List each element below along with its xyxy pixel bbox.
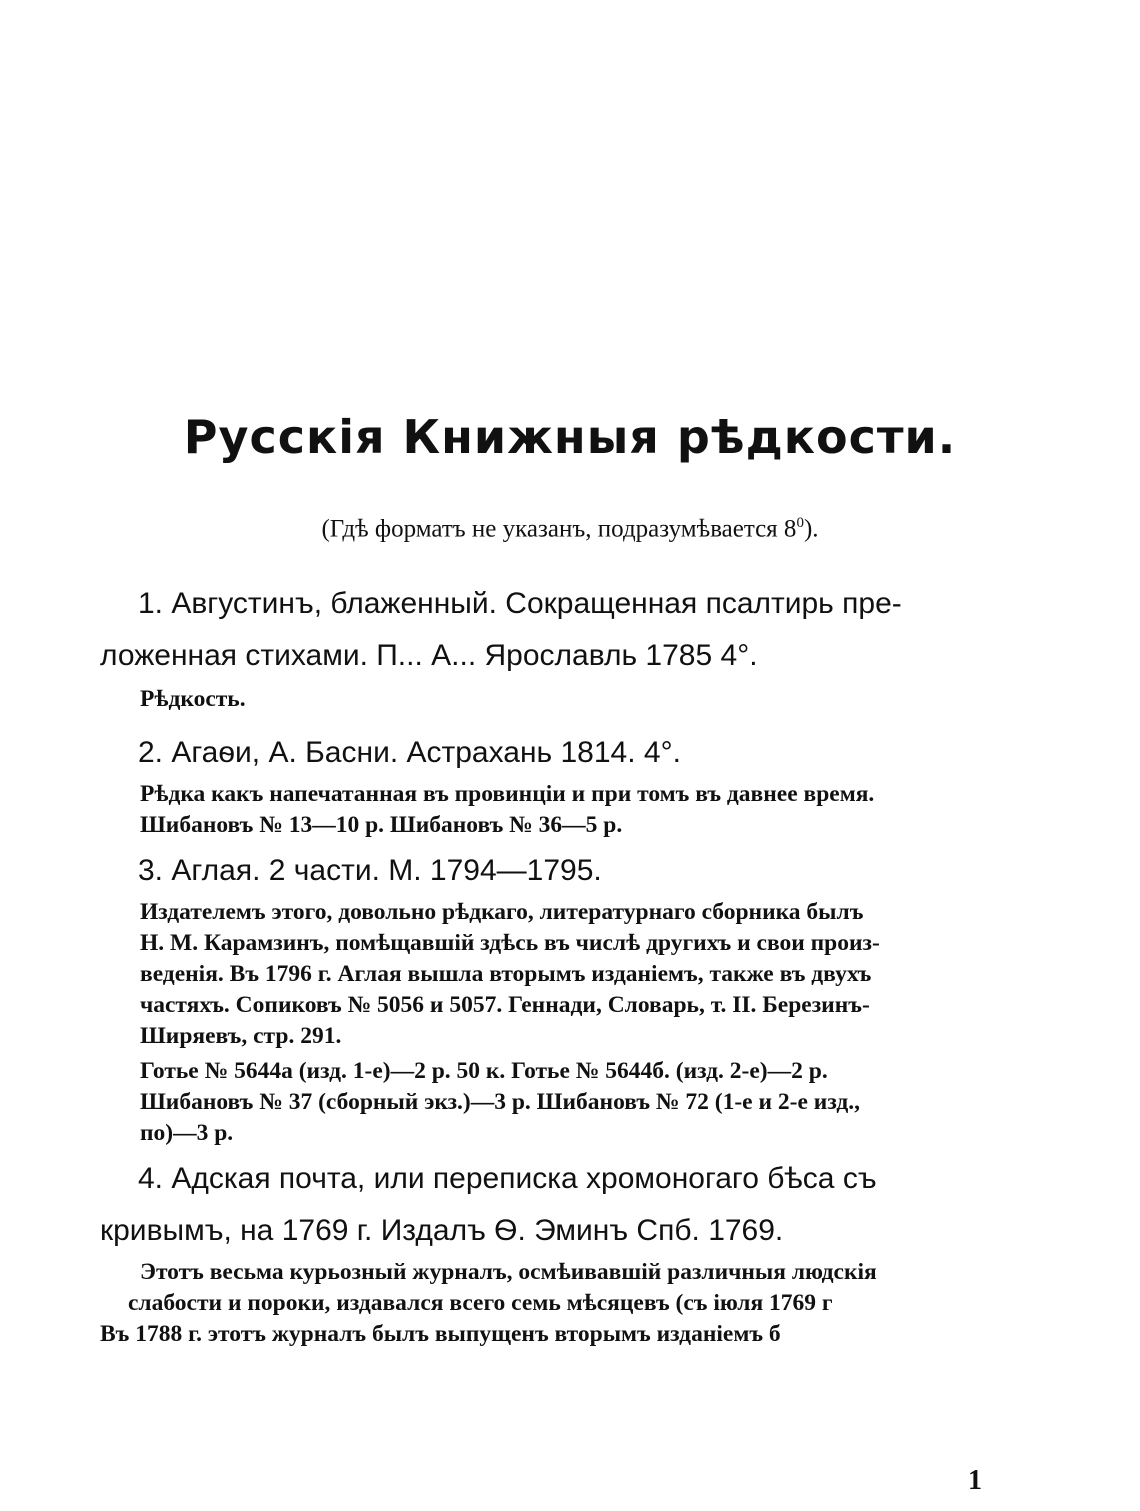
entry-heading-line: кривымъ, на 1769 г. Издалъ Ѳ. Эминъ Спб. 1769. bbox=[100, 1214, 784, 1247]
page-number: 1 bbox=[968, 1465, 982, 1496]
page-title: Русскія Книжныя рѣдкости. bbox=[183, 410, 957, 464]
entry-note-line: Рѣдкость. bbox=[140, 686, 246, 712]
format-note-text: (Гдѣ форматъ не указанъ, подразумѣвается 8 bbox=[321, 515, 797, 543]
entry-heading bbox=[100, 578, 1030, 682]
format-note-end: ). bbox=[803, 515, 819, 543]
entry-note bbox=[100, 684, 1030, 715]
entry-note-line: Рѣдка какъ напечатанная въ провинціи и при томъ въ давнее время. bbox=[140, 781, 875, 807]
entry-note-line: Этотъ весьма курьозный журналъ, осмѣивавшій различныя людскія bbox=[140, 1259, 877, 1285]
entry-heading-line: 4. Адская почта, или переписка хромоногаго бѣса съ bbox=[138, 1162, 877, 1195]
entry-heading bbox=[100, 1153, 1030, 1257]
entry-note-line: слабости и пороки, издавался всего семь мѣсяцевъ (съ іюля 1769 г bbox=[128, 1290, 833, 1316]
catalog-entry-3 bbox=[100, 845, 1030, 1149]
entry-heading-line: 2. Агаѳи, А. Басни. Астрахань 1814. 4°. bbox=[138, 736, 681, 769]
entry-note-line: Шибановъ № 37 (сборный экз.)—3 р. Шибановъ № 72 (1-е и 2-е изд., bbox=[140, 1089, 860, 1115]
entry-heading bbox=[100, 845, 1030, 897]
entry-note-line: по)—3 р. bbox=[140, 1120, 234, 1146]
entry-heading-line: 1. Августинъ, блаженный. Сокращенная псалтирь пре- bbox=[138, 587, 902, 620]
entry-heading-line: ложенная стихами. П... А... Ярославль 1785 4°. bbox=[100, 639, 758, 672]
entry-note bbox=[100, 1257, 1030, 1350]
entry-note-line: частяхъ. Сопиковъ № 5056 и 5057. Геннади, Словарь, т. II. Березинъ- bbox=[140, 992, 870, 1018]
catalog-entry-1 bbox=[100, 578, 1030, 715]
entry-note-line: Ширяевъ, стр. 291. bbox=[140, 1023, 342, 1049]
entry-note-line: Готье № 5644а (изд. 1-е)—2 р. 50 к. Готье № 5644б. (изд. 2-е)—2 р. bbox=[140, 1058, 828, 1084]
catalog-body bbox=[100, 578, 1030, 1350]
entry-note-line: Въ 1788 г. этотъ журналъ былъ выпущенъ вторымъ изданіемъ б bbox=[100, 1321, 781, 1347]
entry-note bbox=[100, 897, 1030, 1052]
catalog-entry-4 bbox=[100, 1153, 1030, 1350]
entry-heading-line: 3. Аглая. 2 части. М. 1794—1795. bbox=[138, 854, 602, 887]
entry-note-line: Издателемъ этого, довольно рѣдкаго, литературнаго сборника былъ bbox=[140, 899, 864, 925]
entry-price-note bbox=[100, 1056, 1030, 1149]
entry-note-line: веденія. Въ 1796 г. Аглая вышла вторымъ изданіемъ, также въ двухъ bbox=[140, 961, 872, 987]
entry-heading bbox=[100, 727, 1030, 779]
catalog-entry-2 bbox=[100, 727, 1030, 841]
format-note-superscript: 0 bbox=[796, 515, 804, 531]
entry-note-line: Шибановъ № 13—10 р. Шибановъ № 36—5 р. bbox=[140, 812, 623, 838]
entry-note-line: Н. М. Карамзинъ, помѣщавшій здѣсь въ числѣ другихъ и свои произ- bbox=[140, 930, 880, 956]
entry-note bbox=[100, 779, 1030, 841]
format-note bbox=[0, 515, 1140, 543]
